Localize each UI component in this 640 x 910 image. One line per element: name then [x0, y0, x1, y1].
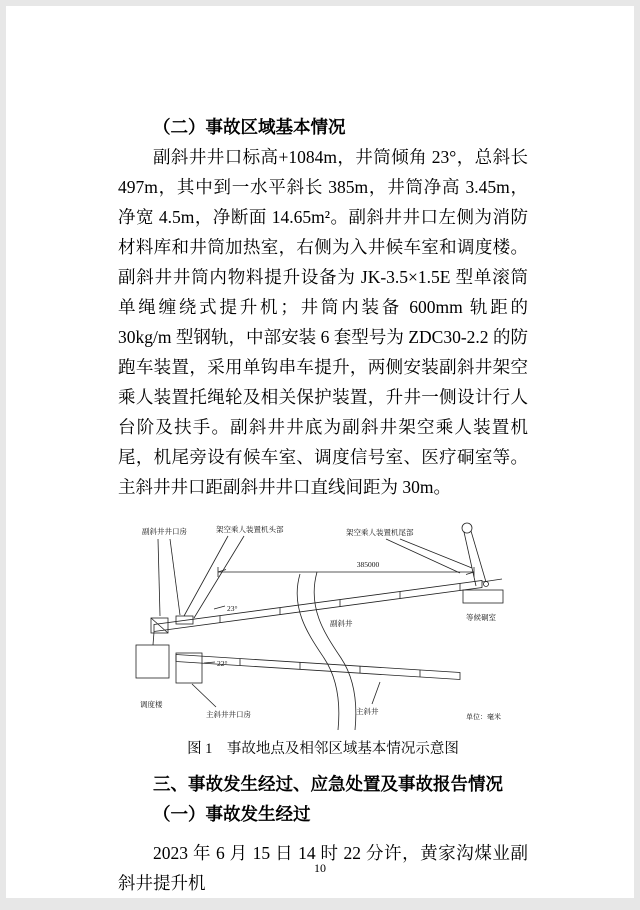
label-dispatch-building: 调度楼 — [140, 700, 163, 709]
figure-diagram — [130, 516, 554, 734]
label-waiting-chamber: 等候硐室 — [466, 613, 496, 622]
label-aux-shaft: 副斜井 — [330, 619, 353, 628]
label-dimension: 385000 — [356, 560, 380, 569]
waiting-chamber-box — [463, 590, 503, 603]
label-unit: 单位：毫米 — [466, 713, 501, 721]
diagram-linework — [136, 523, 503, 730]
label-main-shaft: 主斜井 — [356, 707, 379, 716]
label-manride-head: 架空乘人装置机头部 — [216, 525, 284, 534]
main-portal-box — [176, 653, 202, 683]
road-curve — [297, 574, 339, 730]
page-content — [6, 6, 634, 898]
label-angle-main: 22° — [217, 659, 228, 668]
label-manride-tail: 架空乘人装置机尾部 — [346, 528, 414, 537]
subsection-heading-course: （一）事故发生经过 — [153, 804, 311, 824]
figure-1 — [130, 516, 528, 760]
page-number: 10 — [314, 861, 326, 875]
section-body-region: 副斜井井口标高+1084m，井筒倾角 23°，总斜长 497m，其中到一水平斜长 385m，井筒净高 3.45m，净宽 4.5m，净断面 14.65m²。副斜井井口左侧为消防材料库和井筒加热室，右侧为入井候车室和调度楼。副斜井井筒内物料提升设备为 JK-3.5×1.5E 型单滚筒单绳缠绕式提升机；井筒内装备 600mm 轨距的 30kg/m 型钢轨，中部安装 6 套型号为 ZDC30-2.2 的防跑车装置，采用单钩串车提升，两侧安装副斜井架空乘人装置托绳轮及相关保护装置，升井一侧设计行人台阶及扶手。副斜井井底为副斜井架空乘人装置机尾，机尾旁设有候车室、调度信号室、医疗硐室等。主斜井井口距副斜井井口直线间距为 30m。 — [118, 147, 528, 497]
section-heading-region: （二）事故区域基本情况 — [153, 117, 346, 137]
label-angle-aux: 23° — [227, 604, 238, 613]
section-body-course: 2023 年 6 月 15 日 14 时 22 分许，黄家沟煤业副斜井提升机 — [118, 843, 528, 893]
tail-sheave-circle — [462, 523, 472, 533]
aux-shaft-band — [154, 581, 482, 632]
dispatch-building-box — [136, 645, 169, 678]
section-heading-course: 三、事故发生经过、应急处置及事故报告情况 — [153, 774, 503, 794]
figure-caption: 图 1 事故地点及相邻区域基本情况示意图 — [187, 741, 459, 757]
label-main-portal-house: 主斜井井口房 — [206, 710, 251, 719]
label-aux-portal-house: 副斜井井口房 — [142, 527, 187, 536]
document-page — [6, 6, 634, 898]
